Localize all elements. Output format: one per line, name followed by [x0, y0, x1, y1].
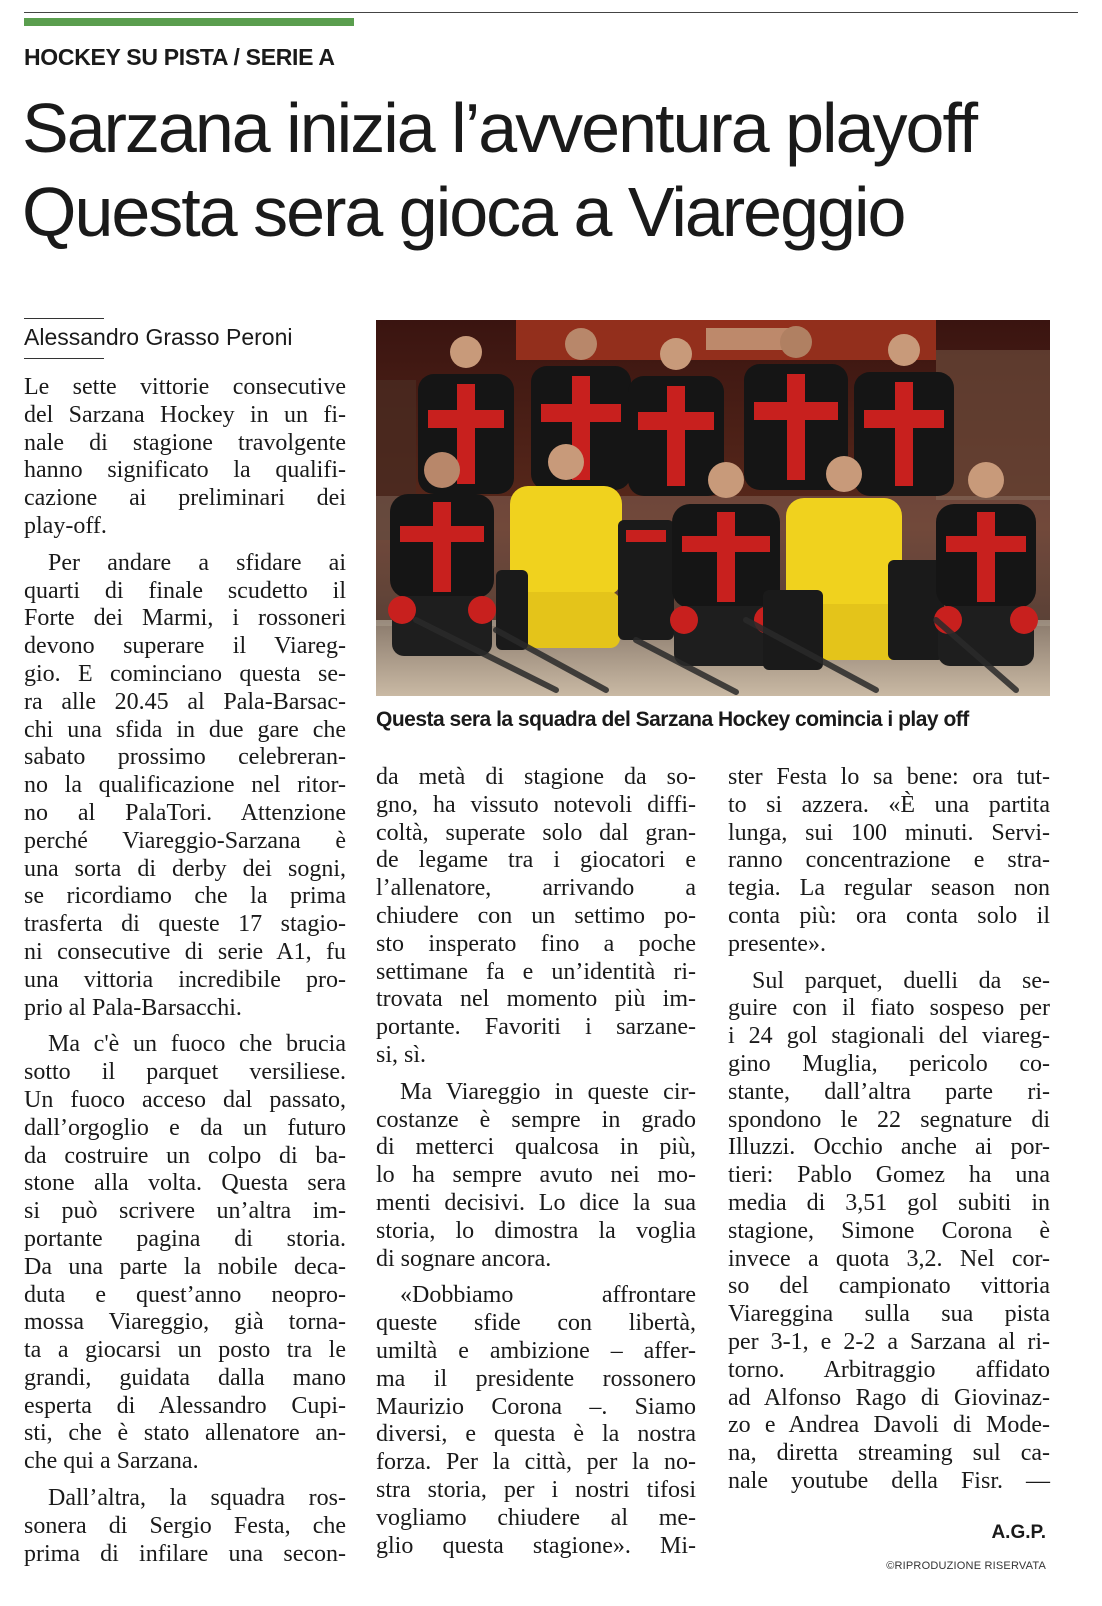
- text-line: se ricordiamo che la prima: [24, 883, 346, 910]
- text-line: Ma c'è un fuoco che brucia: [48, 1031, 346, 1058]
- text-line: de legame tra i giocatori e: [376, 847, 696, 874]
- text-line: play-off.: [24, 512, 107, 539]
- text-line: perché Viareggio-Sarzana è: [24, 827, 346, 854]
- text-line: settimane fa e un’identità ri-: [376, 958, 696, 985]
- text-line: dall’orgoglio e da un futuro: [24, 1114, 346, 1141]
- text-line: tegia. La regular season non: [728, 875, 1050, 902]
- text-line: conta più: ora conta solo il: [728, 902, 1050, 929]
- text-line: to si azzera. «È una partita: [728, 791, 1050, 818]
- headline-line-2: Questa sera gioca a Viareggio: [22, 173, 905, 251]
- text-line: si può scrivere un’altra im-: [24, 1198, 346, 1225]
- text-line: na, diretta streaming sul ca-: [728, 1440, 1050, 1467]
- text-line: ad Alfonso Rago di Giovinaz-: [728, 1384, 1050, 1411]
- author-initials: A.G.P.: [991, 1522, 1046, 1543]
- section-kicker: HOCKEY SU PISTA / SERIE A: [24, 44, 335, 70]
- text-line: grandi, guidata dalla mano: [24, 1364, 346, 1391]
- text-line: una vittoria incredibile pro-: [24, 966, 346, 993]
- text-line: tieri: Pablo Gomez ha una: [728, 1162, 1050, 1189]
- text-line: per 3-1, e 2-2 a Sarzana al ri-: [728, 1328, 1050, 1355]
- text-line: presente».: [728, 930, 826, 957]
- text-line: del Sarzana Hockey in un fi-: [24, 401, 346, 428]
- top-rule: [24, 12, 1078, 13]
- byline-rule-bottom: [24, 358, 104, 359]
- text-line: che qui a Sarzana.: [24, 1448, 199, 1475]
- text-line: sabato prossimo celebreran-: [24, 744, 346, 771]
- text-line: portante. Favoriti i sarzane-: [376, 1014, 696, 1041]
- text-line: «Dobbiamo affrontare: [400, 1282, 696, 1309]
- text-line: Per andare a sfidare ai: [48, 549, 346, 576]
- text-line: no al PalaTori. Attenzione: [24, 799, 346, 826]
- text-line: Illuzzi. Occhio anche ai por-: [728, 1134, 1050, 1161]
- text-line: ta a giocarsi un posto tra le: [24, 1337, 346, 1364]
- text-line: sti, che è stato allenatore an-: [24, 1420, 346, 1447]
- text-line: Maurizio Corona –. Siamo: [376, 1393, 696, 1420]
- text-line: chiudere con un settimo po-: [376, 902, 696, 929]
- text-line: Dall’altra, la squadra ros-: [48, 1485, 346, 1512]
- paragraph-gap: [24, 541, 346, 550]
- article-column-2: [376, 764, 696, 1560]
- text-line: no la qualificazione nel ritor-: [24, 772, 346, 799]
- text-line: so del campionato vittoria: [728, 1273, 1050, 1300]
- text-line: storia, lo dimostra la voglia: [376, 1217, 696, 1244]
- text-line: Forte dei Marmi, i rossoneri: [24, 605, 346, 632]
- text-line: Sul parquet, duelli da se-: [752, 967, 1050, 994]
- text-line: stante, dall’altra parte ri-: [728, 1078, 1050, 1105]
- text-line: trasferta di queste 17 stagio-: [24, 911, 346, 938]
- text-line: nale youtube della Fisr. —: [728, 1467, 1050, 1494]
- text-line: spondono le 22 segnature di: [728, 1106, 1050, 1133]
- text-line: chi una sfida in due gare che: [24, 716, 346, 743]
- article-column-3: [728, 764, 1050, 1496]
- text-line: prio al Pala-Barsacchi.: [24, 994, 242, 1021]
- text-line: esperta di Alessandro Cupi-: [24, 1392, 346, 1419]
- text-line: Le sette vittorie consecutive: [24, 374, 346, 400]
- text-line: hanno significato la qualifi-: [24, 457, 346, 484]
- headline-line-1: Sarzana inizia l’avventura playoff: [22, 89, 977, 167]
- text-line: ra alle 20.45 al Pala-Barsac-: [24, 688, 346, 715]
- text-line: ma il presidente rossonero: [376, 1365, 696, 1392]
- paragraph-gap: [24, 1476, 346, 1485]
- text-line: invece a quota 3,2. Nel cor-: [728, 1245, 1050, 1272]
- text-line: forza. Per la città, per la no-: [376, 1449, 696, 1476]
- text-line: ranno concentrazione e stra-: [728, 847, 1050, 874]
- byline: Alessandro Grasso Peroni: [24, 324, 293, 350]
- paragraph-gap: [376, 1070, 696, 1079]
- text-line: menti decisivi. Lo dice la sua: [376, 1189, 696, 1216]
- text-line: cazione ai preliminari dei: [24, 485, 346, 512]
- text-line: sotto il parquet versiliese.: [24, 1059, 346, 1086]
- text-line: lo ha sempre avuto nei mo-: [376, 1162, 696, 1189]
- text-line: quarti di finale scudetto il: [24, 577, 346, 604]
- text-line: l’allenatore, arrivando a: [376, 875, 696, 902]
- photo-caption: Questa sera la squadra del Sarzana Hockey comincia i play off: [376, 708, 969, 731]
- text-line: umiltà e ambizione – affer-: [376, 1337, 696, 1364]
- text-line: trovata nel momento più im-: [376, 986, 696, 1013]
- text-line: da metà di stagione da so-: [376, 764, 696, 790]
- text-line: stra storia, per i nostri tifosi: [376, 1476, 696, 1503]
- text-line: nale di stagione travolgente: [24, 429, 346, 456]
- team-photo-illustration: [376, 320, 1050, 696]
- text-line: i 24 gol stagionali del viareg-: [728, 1023, 1050, 1050]
- paragraph-gap: [376, 1273, 696, 1282]
- text-line: lunga, sui 100 minuti. Servi-: [728, 819, 1050, 846]
- text-line: gino Muglia, pericolo co-: [728, 1050, 1050, 1077]
- text-line: ster Festa lo sa bene: ora tut-: [728, 764, 1050, 790]
- text-line: si, sì.: [376, 1041, 427, 1068]
- text-line: Un fuoco acceso dal passato,: [24, 1086, 346, 1113]
- text-line: costanze è sempre in grado: [376, 1106, 696, 1133]
- text-line: prima di infilare una secon-: [24, 1540, 346, 1567]
- text-line: Da una parte la nobile deca-: [24, 1253, 346, 1280]
- headline: [22, 86, 1082, 254]
- text-line: diversi, e questa è la nostra: [376, 1421, 696, 1448]
- text-line: ni consecutive di serie A1, fu: [24, 938, 346, 965]
- text-line: Viareggina sulla sua pista: [728, 1301, 1050, 1328]
- text-line: Ma Viareggio in queste cir-: [400, 1078, 696, 1105]
- text-line: coltà, superate solo dal gran-: [376, 819, 696, 846]
- text-line: sonera di Sergio Festa, che: [24, 1512, 346, 1539]
- text-line: di metterci qualcosa in più,: [376, 1134, 696, 1161]
- text-line: portante pagina di storia.: [24, 1225, 346, 1252]
- text-line: di sognare ancora.: [376, 1245, 552, 1272]
- text-line: torno. Arbitraggio affidato: [728, 1356, 1050, 1383]
- text-line: zo e Andrea Davoli di Mode-: [728, 1412, 1050, 1439]
- paragraph-gap: [728, 959, 1050, 968]
- byline-rule-top: [24, 318, 104, 319]
- text-line: una sorta di derby dei sogni,: [24, 855, 346, 882]
- text-line: gno, ha vissuto notevoli diffi-: [376, 791, 696, 818]
- article-column-1: [24, 374, 346, 1568]
- text-line: gio. E cominciano questa se-: [24, 660, 346, 687]
- text-line: devono superare il Viareg-: [24, 633, 346, 660]
- text-line: glio questa stagione». Mi-: [376, 1532, 696, 1559]
- text-line: vogliamo chiudere al me-: [376, 1504, 696, 1531]
- paragraph-gap: [24, 1022, 346, 1031]
- text-line: duta e quest’anno neopro-: [24, 1281, 346, 1308]
- text-line: guire con il fiato sospeso per: [728, 995, 1050, 1022]
- section-accent-bar: [24, 18, 354, 26]
- text-line: queste sfide con libertà,: [376, 1310, 696, 1337]
- text-line: stone alla volta. Questa sera: [24, 1170, 346, 1197]
- text-line: da costruire un colpo di ba-: [24, 1142, 346, 1169]
- text-line: sto insperato fino a poche: [376, 930, 696, 957]
- text-line: stagione, Simone Corona è: [728, 1217, 1050, 1244]
- text-line: media di 3,51 gol subiti in: [728, 1189, 1050, 1216]
- text-line: mossa Viareggio, già torna-: [24, 1309, 346, 1336]
- team-photo: [376, 320, 1050, 696]
- copyright-notice: ©RIPRODUZIONE RISERVATA: [886, 1560, 1046, 1572]
